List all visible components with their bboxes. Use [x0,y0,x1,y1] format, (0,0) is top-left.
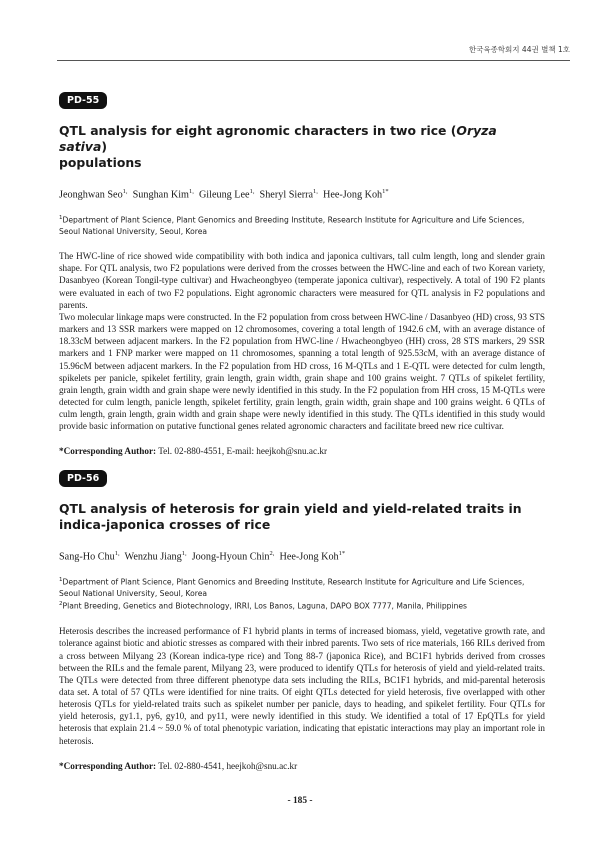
abstract-paragraph: The HWC-line of rice showed wide compatibility with both indica and japonica cultivars, tall culm length, long and slender grain shape. For QTL analysis, two F2 populations were derived from the crosses between the HWC-line and each of two Korean variety, Dasanbyeo (Korean Tongil-type cultivar) and Hwacheongbyeo (temperate japonica cultivar), respectively. A total of 190 F2 plants were evaluated in each of two F2 populations. Eight agronomic characters were measured for QTL analysis in F2 populations and parents. [59,251,545,310]
affiliation: $^2$Plant Breeding, Genetics and Biotechnology, IRRI, Los Banos, Laguna, DAPO BOX 7777, Manila, Philippines [59,601,468,611]
title-species: Oryza sativa [59,123,497,154]
author: Hee-Jong Koh [323,189,383,201]
header-rule [57,60,570,61]
page-number: - 185 - [287,796,313,806]
article-title [59,501,545,533]
article-id-badge: PD-55 [59,92,107,109]
author-list: Jeonghwan Seo$^{1,}$ Sunghan Kim$^{1,}$ Gileung Lee$^{1,}$ Sheryl Sierra$^{1,}$ Hee-Jong Koh$^{1*}$ [59,188,389,201]
title-text: QTL analysis of heterosis for grain yield and yield-related traits in [59,501,522,516]
title-text-line2: populations [59,155,142,170]
author: Sang-Ho Chu [59,551,115,563]
author: Gileung Lee [198,189,250,201]
title-text-line2: indica-japonica crosses of rice [59,517,271,532]
journal-header: 한국육종학회지 44권 별책 1호 [468,45,570,54]
author: Wenzhu Jiang [124,551,182,563]
title-text: QTL analysis for eight agronomic characters in two rice ( [59,123,457,138]
author: Sheryl Sierra [259,189,314,201]
author: Jeonghwan Seo [59,189,123,201]
affiliation: $^1$Department of Plant Science, Plant Genomics and Breeding Institute, Research Institute for Agriculture and Life Sciences, Seoul National University, Seoul, Korea [59,215,525,236]
abstract [59,625,545,747]
abstract-paragraph: Two molecular linkage maps were constructed. In the F2 population from cross between HWC-line / Dasanbyeo (HD) cross, 93 STS markers and 13 SSR markers were mapped on 12 chromosomes, covering a total length of 1942.6 cM, with an average distance of 18.33cM between adjacent markers. In the F2 population from HWC-line / Hwacheongbyeo (HH) cross, 28 STS markers, 29 SSR markers and 1 FNP marker were mapped on 11 chromosomes, spanning a total length of 925.53cM, with an average distance of 15.96cM between adjacent markers. In the F2 population from HD cross, 16 M-QTLs and 1 E-QTL were detected for culm length, spikelets per panicle, spikelet fertility, grain length, grain width, grain shape and 100 grains weight. 7 QTLs of spikelet fertility, grain length, grain width and grain shape were newly identified in this study. In the F2 population from HH cross, 15 M-QTLs were detected for culm length, panicle length, spikelet fertility, grain length, grain width, grain shape and 100 grains weight. 6 QTLs of culm length, grain length, grain width and grain shape were newly identified in this study. The QTLs identified in this study would provide basic information on putative functional genes related agronomic characters and facilitate breed new rice cultivar. [59,311,545,432]
affiliation: $^1$Department of Plant Science, Plant Genomics and Breeding Institute, Research Institute for Agriculture and Life Sciences, Seoul National University, Seoul, Korea [59,577,525,598]
article-pd55 [59,90,545,457]
corresponding-author: *Corresponding Author: Tel. 02-880-4541, heejkoh@snu.ac.kr [59,760,298,771]
title-close: ) [101,139,108,154]
abstract [59,250,545,432]
author-list: Sang-Ho Chu$^{1,}$ Wenzhu Jiang$^{1,}$ Joong-Hyoun Chin$^{2,}$ Hee-Jong Koh$^{1*}$ [59,550,346,563]
author: Sunghan Kim [132,189,189,201]
abstract-paragraph: Heterosis describes the increased performance of F1 hybrid plants in terms of increased biomass, yield, vegetative growth rate, and tolerance against biotic and abiotic stresses as compared with their inbred parents. Two sets of rice materials, 166 RILs derived from a cross between Milyang 23 (Korean indica-type rice) and Tong 88-7 (japonica Rice), and BC1F1 hybrids derived from crosses between the RILs and the female parent, Milyang 23, were produced to identify QTLs for heterosis of yield and yield-related traits. The QTLs were detected from three different phenotype data sets including the RILs, BC1F1 hybrids, and mid-parental heterosis data set. A total of 57 QTLs were identified for nine traits. Of eight QTLs detected for yield heterosis, five overlapped with other heterosis QTLs for yield-related traits such as spikelet number per panicle, days to heading, and spikelet fertility. Four QTLs for yield heterosis, gy1.1, py6, gy10, and py11, were newly identified in this study. We identified a total of 17 EpQTLs for yield heterosis that explain 21.4 ~ 59.0 % of total phenotypic variation, indicating that epistatic interactions may play an important role in heterosis. [59,626,545,746]
article-id-badge: PD-56 [59,470,107,487]
article-title [59,123,545,171]
author: Hee-Jong Koh [279,551,339,563]
author: Joong-Hyoun Chin [191,551,270,563]
corresponding-author: *Corresponding Author: Tel. 02-880-4551, E-mail: heejkoh@snu.ac.kr [59,446,328,457]
article-pd56 [59,468,545,772]
